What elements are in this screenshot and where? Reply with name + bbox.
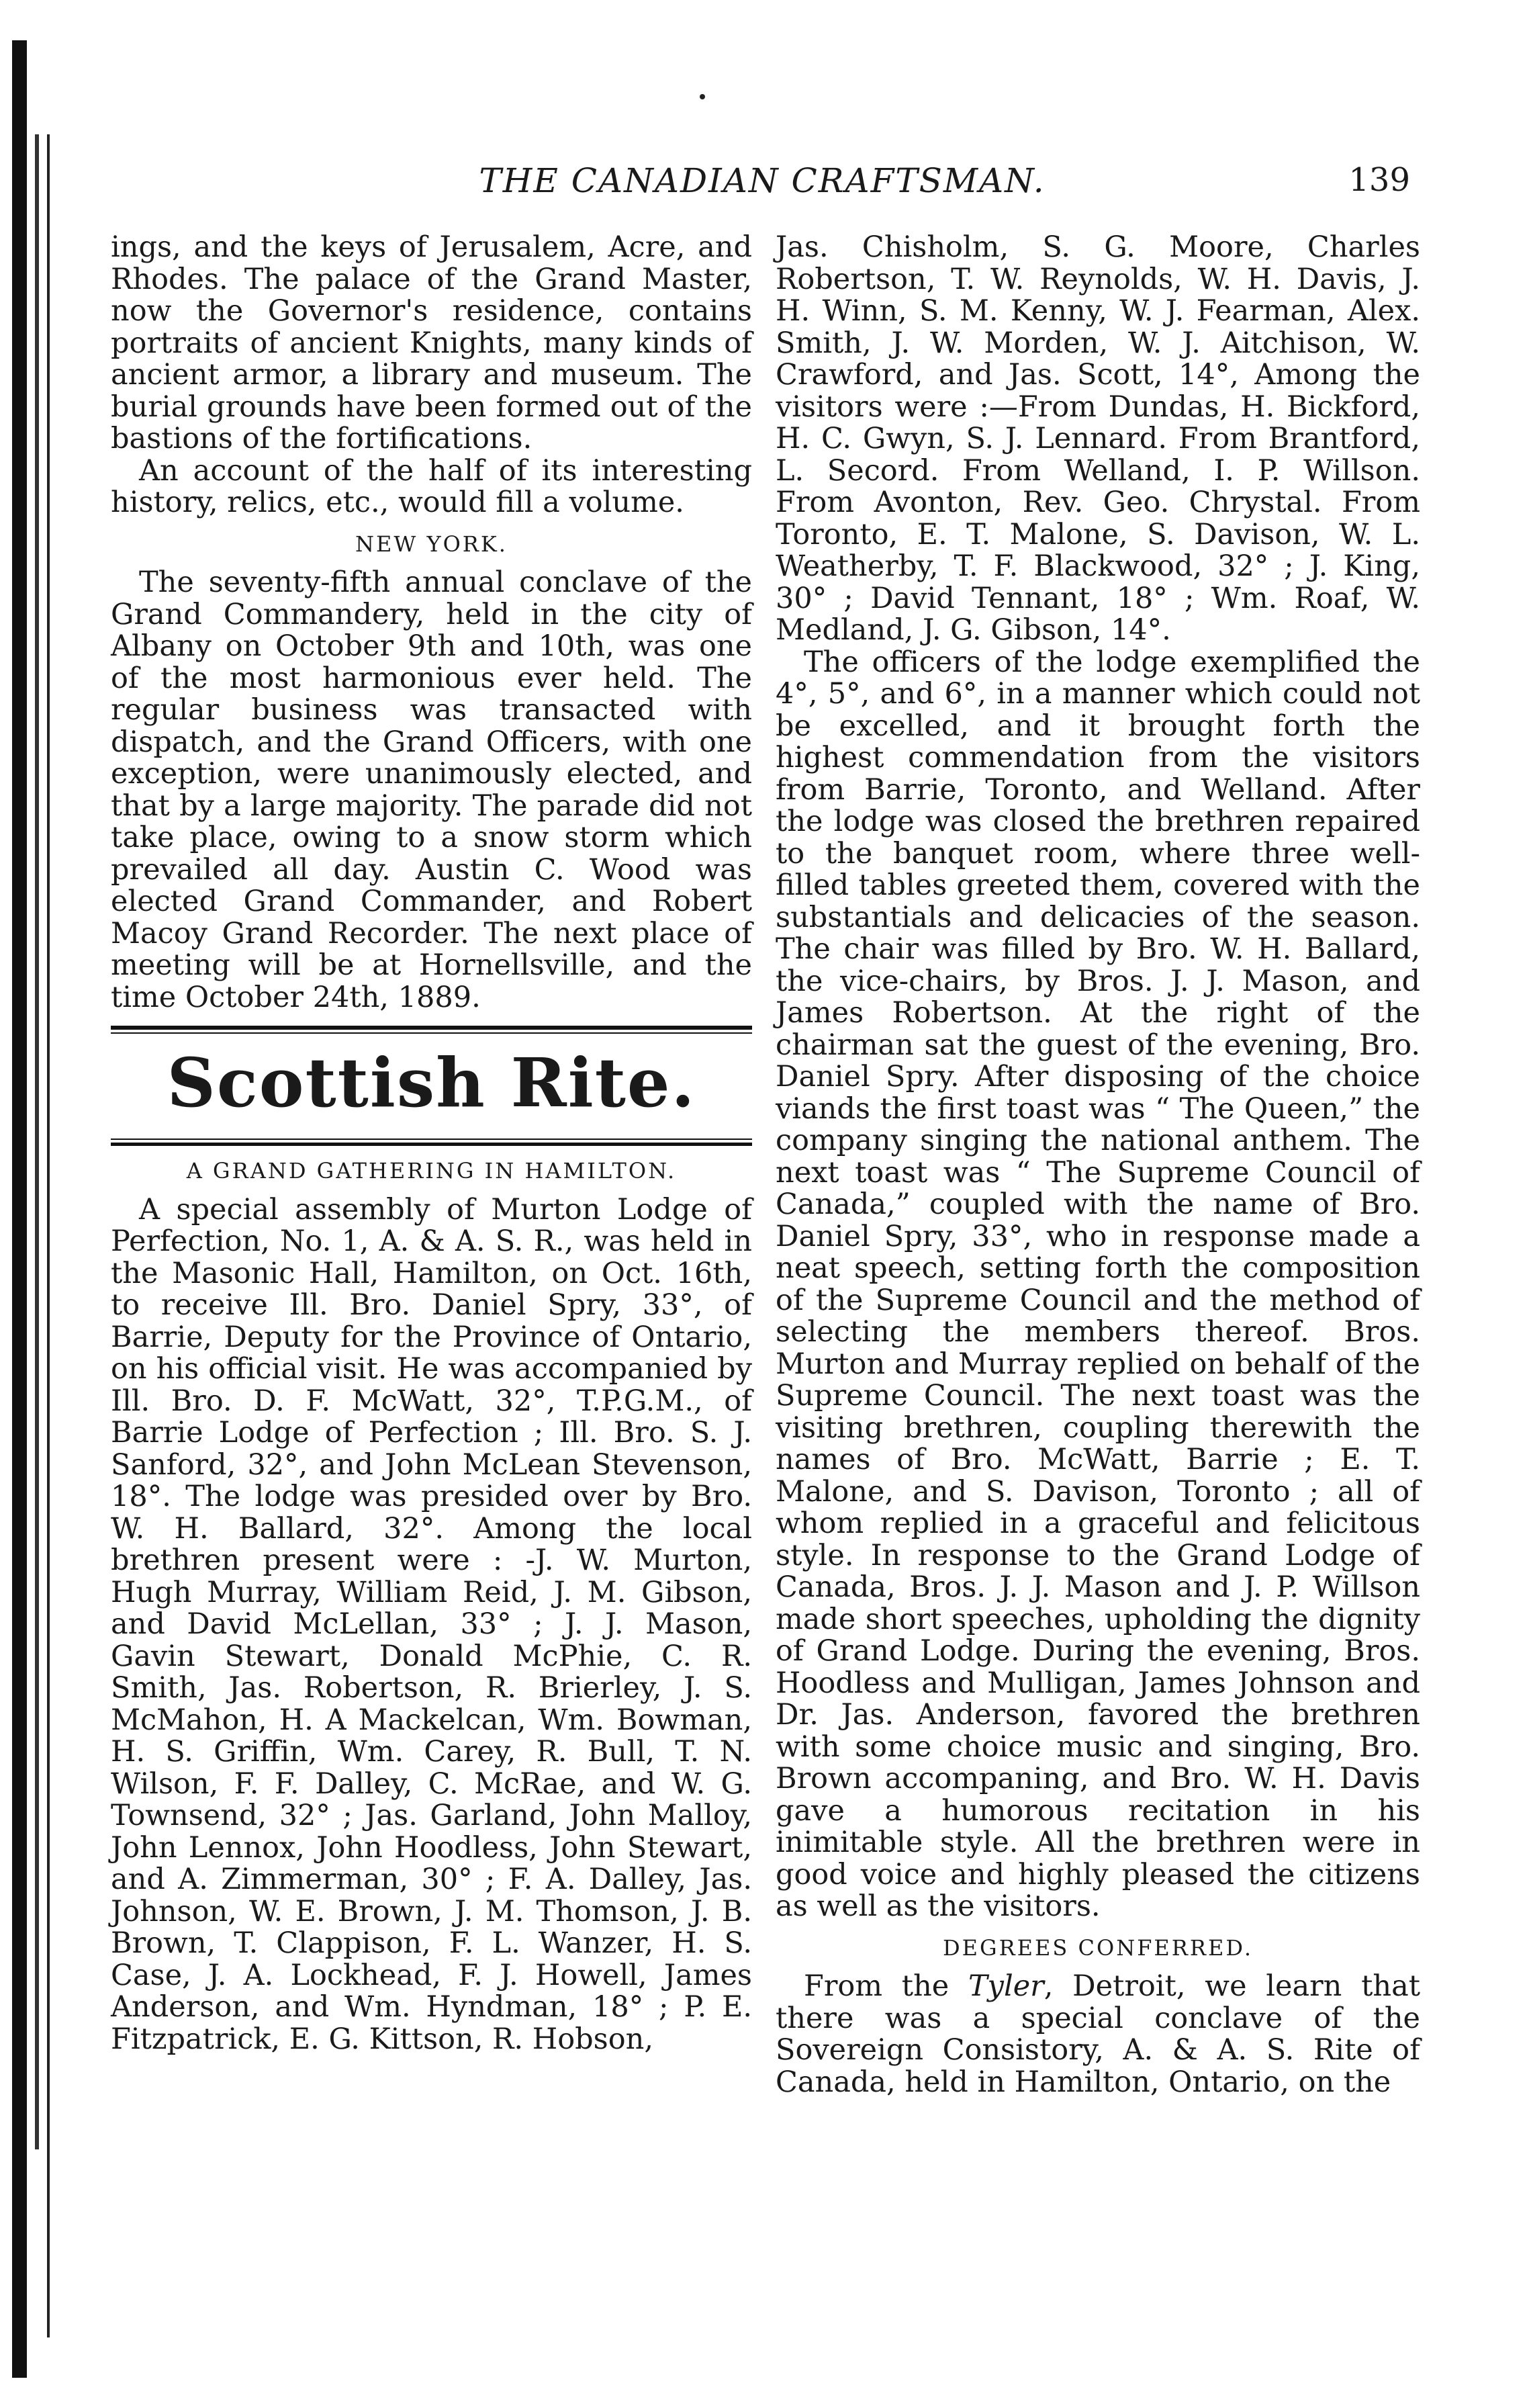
- left-column: [111, 232, 752, 2055]
- text-run: , Detroit, we learn that there was a special conclave of the Sovereign Consistory, A. & A. S. Rite of Canada, held in Hamilton, Ontario, on the: [776, 1969, 1421, 2099]
- binding-shadow: [12, 40, 27, 2378]
- text-run: From the: [804, 1969, 968, 2003]
- article-heading: A GRAND GATHERING IN HAMILTON.: [186, 1158, 677, 1184]
- journal-title: THE CANADIAN CRAFTSMAN.: [479, 161, 1046, 200]
- section-heading: NEW YORK.: [355, 531, 508, 557]
- paragraph: A special assembly of Murton Lodge of Perfection, No. 1, A. & A. S. R., was held in the Masonic Hall, Hamilton, on Oct. 16th, to receive Ill. Bro. Daniel Spry, 33°, of Barrie, Deputy for the Province of Ontario, on his official visit. He was accompanied by Ill. Bro. D. F. McWatt, 32°, T.P.G.M., of Barrie Lodge of Perfection ; Ill. Bro. S. J. Sanford, 32°, and John McLean Stevenson, 18°. The lodge was presided over by Bro. W. H. Ballard, 32°. Among the local brethren present were : -J. W. Murton, Hugh Murray, William Reid, J. M. Gibson, and David McLellan, 33° ; J. J. Mason, Gavin Stewart, Donald McPhie, C. R. Smith, Jas. Robertson, R. Brierley, J. S. McMahon, H. A Mackelcan, Wm. Bowman, H. S. Griffin, Wm. Carey, R. Bull, T. N. Wilson, F. F. Dalley, C. McRae, and W. G. Townsend, 32° ; Jas. Garland, John Malloy, John Lennox, John Hoodless, John Stewart, and A. Zimmerman, 30° ; F. A. Dalley, Jas. Johnson, W. E. Brown, J. M. Thomson, J. B. Brown, T. Clappison, F. L. Wanzer, H. S. Case, J. A. Lockhead, F. J. Howell, James Anderson, and Wm. Hyndman, 18° ; P. E. Fitzpatrick, E. G. Kittson, R. Hobson,: [111, 1192, 752, 2056]
- paragraph: Jas. Chisholm, S. G. Moore, Charles Robertson, T. W. Reynolds, W. H. Davis, J. H. Winn, S. M. Kenny, W. J. Fearman, Alex. Smith, J. W. Morden, W. J. Aitchison, W. Crawford, and Jas. Scott, 14°, Among the visitors were :—From Dundas, H. Bickford, H. C. Gwyn, S. J. Lennard. From Brantford, L. Secord. From Welland, I. P. Willson. From Avonton, Rev. Geo. Chrystal. From Toronto, E. T. Malone, S. Davison, W. L. Weatherby, T. F. Blackwood, 32° ; J. King, 30° ; David Tennant, 18° ; Wm. Roaf, W. Medland, J. G. Gibson, 14°.: [776, 230, 1420, 647]
- paragraph: The officers of the lodge exemplified the 4°, 5°, and 6°, in a manner which could not be excelled, and it brought forth the highest commendation from the visitors from Barrie, Toronto, and Welland. After the lodge was closed the brethren repaired to the banquet room, where three well-filled tables greeted them, covered with the substantials and delicacies of the season. The chair was filled by Bro. W. H. Ballard, the vice-chairs, by Bros. J. J. Mason, and James Robertson. At the right of the chairman sat the guest of the evening, Bro. Daniel Spry. After disposing of the choice viands the first toast was “ The Queen,” the company singing the national anthem. The next toast was “ The Supreme Council of Canada,” coupled with the name of Bro. Daniel Spry, 33°, who in response made a neat speech, setting forth the composition of the Supreme Council and the method of selecting the members thereof. Bros. Murton and Murray replied on behalf of the Supreme Council. The next toast was the visiting brethren, coupling therewith the names of Bro. McWatt, Barrie ; E. T. Malone, and S. Davison, Toronto ; all of whom replied in a graceful and felicitous style. In response to the Grand Lodge of Canada, Bros. J. J. Mason and J. P. Willson made short speeches, upholding the dignity of Grand Lodge. During the evening, Bros. Hoodless and Mulligan, James Johnson and Dr. Jas. Anderson, favored the brethren with some choice music and singing, Bro. Brown accompaning, and Bro. W. H. Davis gave a humorous recitation in his inimitable style. All the brethren were in good voice and highly pleased the citizens as well as the visitors.: [776, 645, 1420, 1923]
- paragraph: [776, 1971, 1420, 2098]
- binding-line: [35, 134, 39, 2149]
- paragraph: An account of the half of its interesting history, relics, etc., would fill a volume.: [111, 453, 752, 519]
- binding-line: [47, 134, 50, 2337]
- section-rule-top: [111, 1026, 752, 1034]
- page-number: 139: [1348, 161, 1410, 199]
- section-rule-bottom: [111, 1139, 752, 1146]
- paragraph: ings, and the keys of Jerusalem, Acre, and Rhodes. The palace of the Grand Master, now the Governor's residence, contains portraits of ancient Knights, many kinds of ancient armor, a library and museum. The burial grounds have been formed out of the bastions of the fortifications.: [111, 230, 752, 455]
- print-speck: [700, 94, 705, 99]
- paragraph: The seventy-fifth annual conclave of the Grand Commandery, held in the city of Albany on October 9th and 10th, was one of the most harmonious ever held. The regular business was transacted with dispatch, and the Grand Officers, with one exception, were unanimously elected, and that by a large majority. The parade did not take place, owing to a snow storm which prevailed all day. Austin C. Wood was elected Grand Commander, and Robert Macoy Grand Recorder. The next place of meeting will be at Hornellsville, and the time October 24th, 1889.: [111, 566, 752, 1014]
- right-column: [776, 232, 1420, 2098]
- binding-edge: [0, 0, 64, 2408]
- section-heading: DEGREES CONFERRED.: [943, 1934, 1253, 1961]
- running-header: [114, 161, 1410, 208]
- section-title: Scottish Rite.: [167, 1043, 696, 1122]
- publication-name: Tyler: [968, 1969, 1044, 2003]
